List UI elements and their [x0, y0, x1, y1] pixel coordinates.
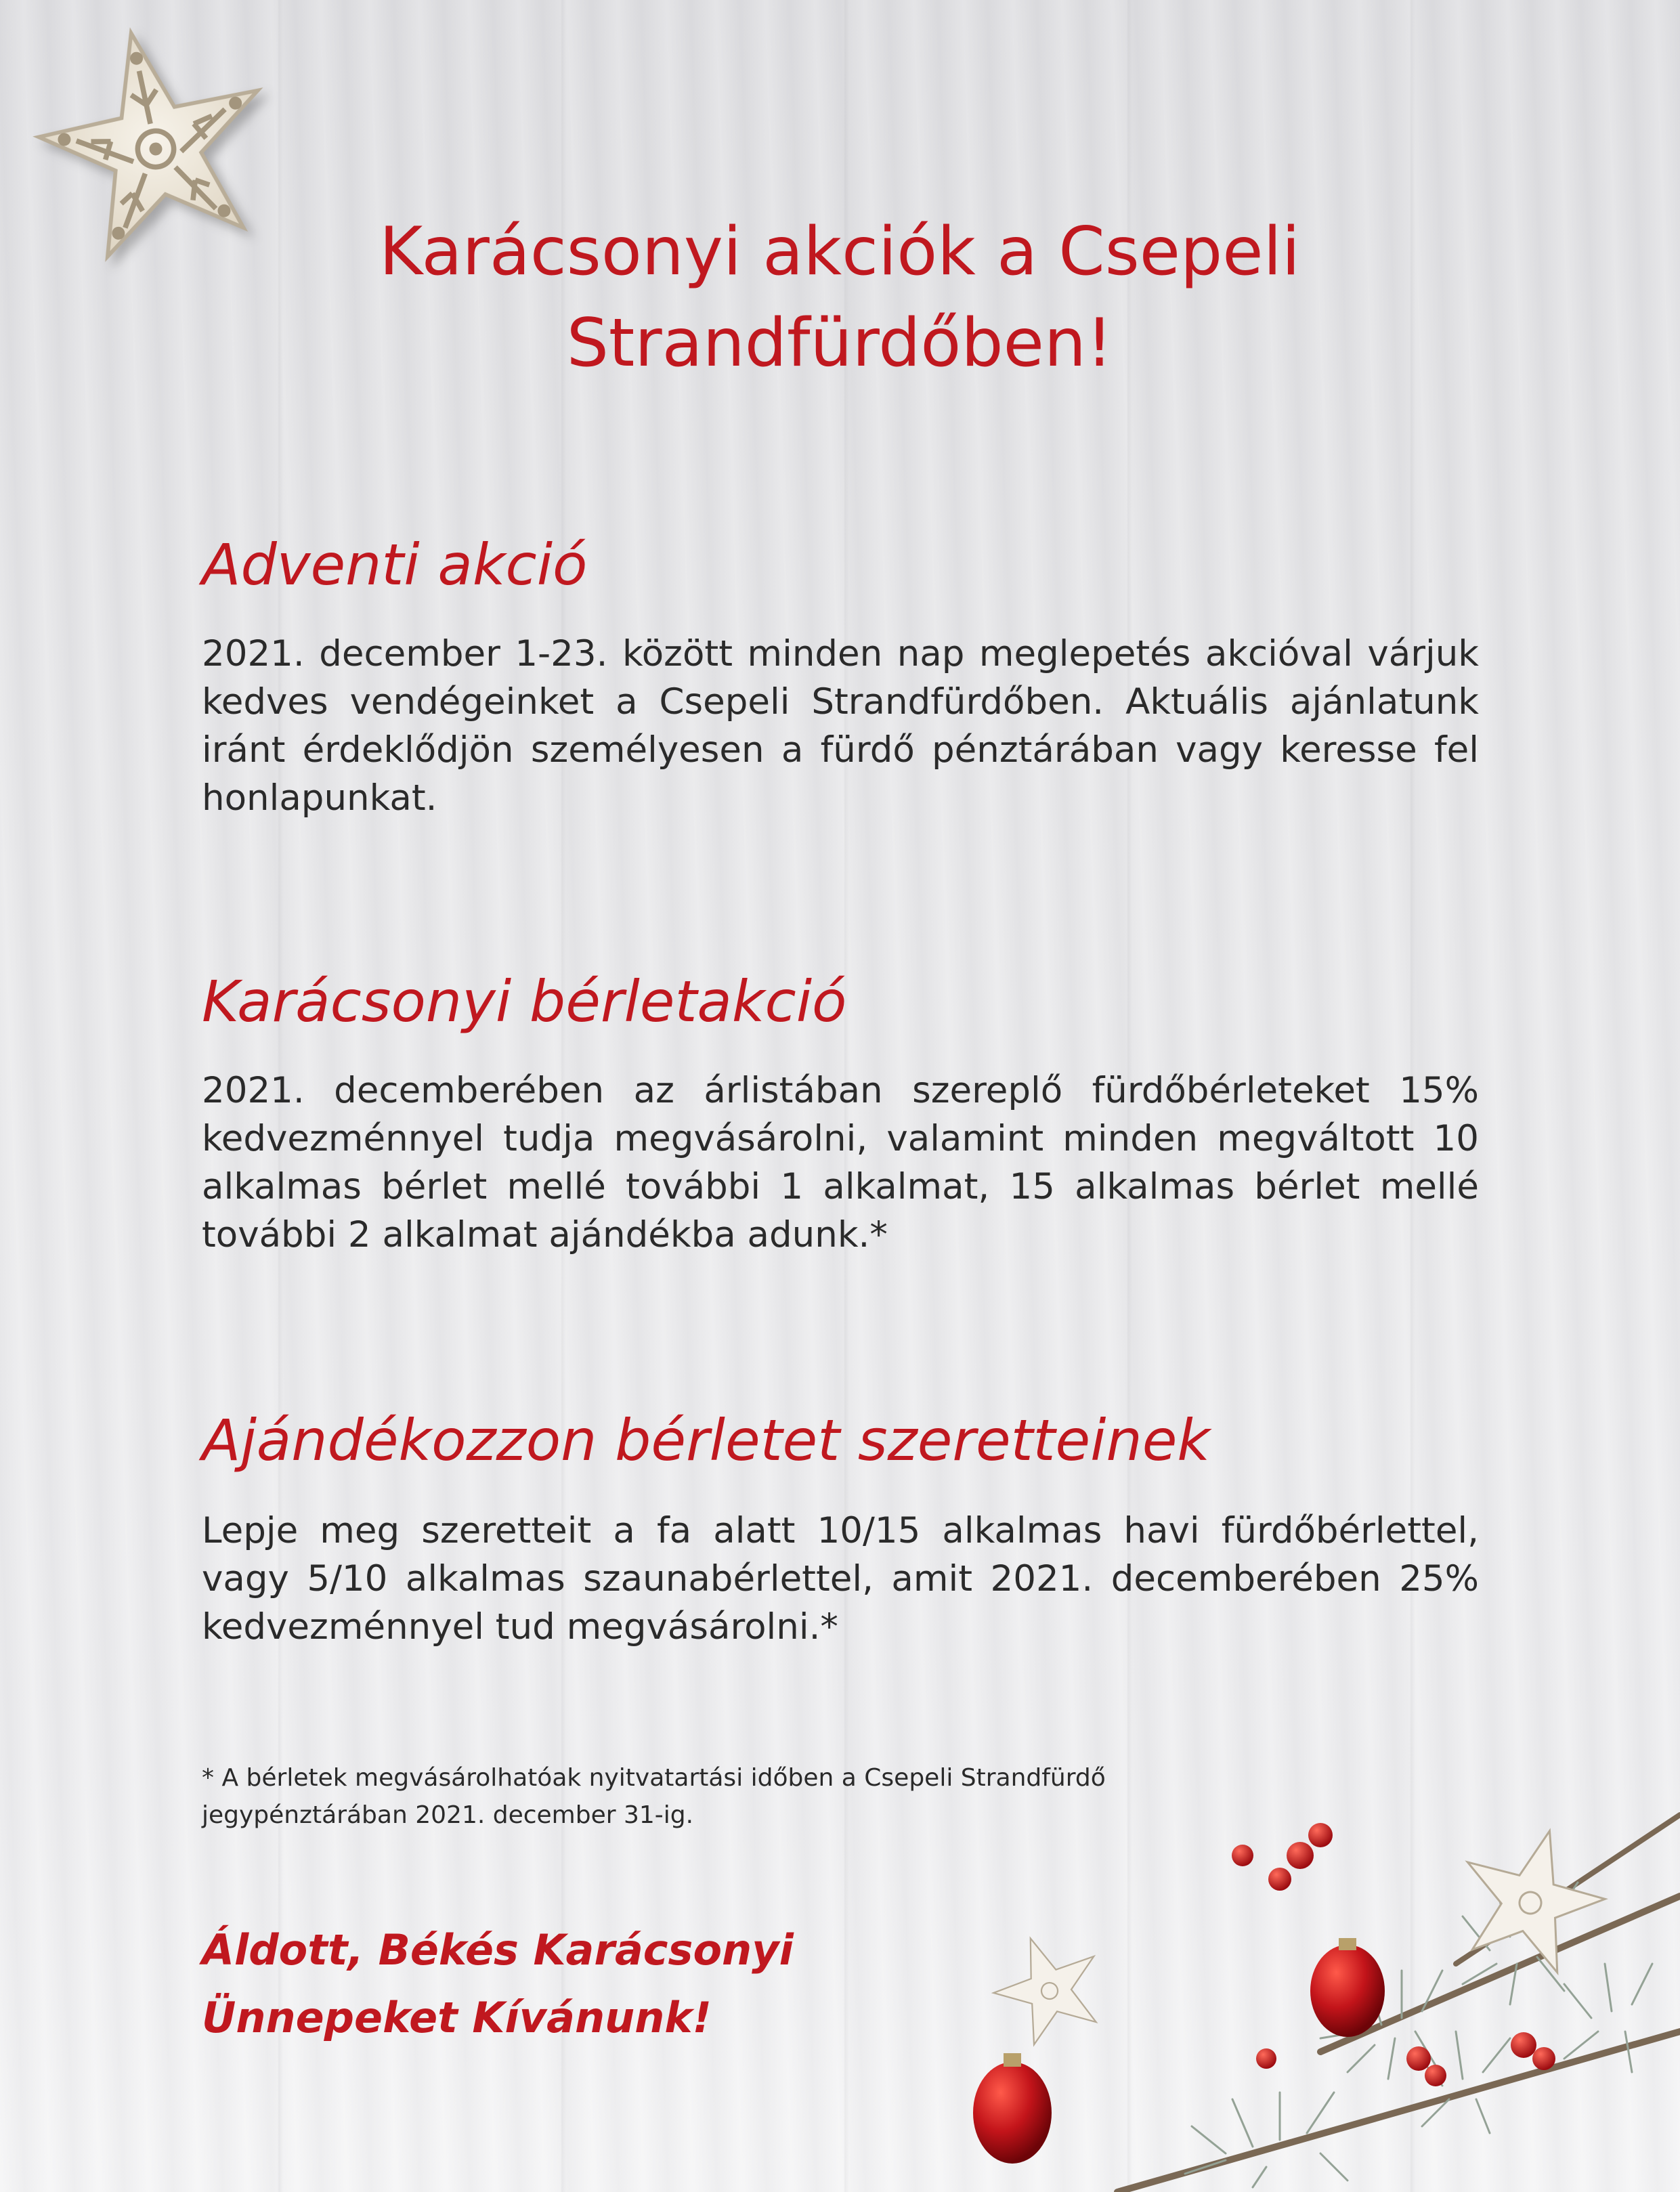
page-title-line-2: Strandfürdőben!: [566, 305, 1113, 382]
footnote: * A bérletek megvásárolhatóak nyitvatartási időben a Csepeli Strandfürdő jegypénztárában 2021. december 31-ig.: [202, 1764, 1106, 1829]
section-heading-gift-pass: Ajándékozzon bérletet szeretteinek: [202, 1407, 1211, 1474]
pine-branch-decoration: [846, 1612, 1680, 2192]
greeting-line-1: Áldott, Békés Karácsonyi: [202, 1925, 794, 1975]
section-body-advent: 2021. december 1-23. között minden nap meglepetés akcióval várjuk kedves vendégeinket a Csepeli Strandfürdőben. Aktuális ajánlatunk iránt érdeklődjön személyesen a fürdő pénztárában vagy keresse fel honlapunkat.: [202, 633, 1479, 819]
section-heading-advent: Adventi akció: [202, 532, 588, 598]
greeting-line-2: Ünnepeket Kívánunk!: [202, 1993, 712, 2042]
page-title: [203, 207, 1476, 389]
page-title-line-1: Karácsonyi akciók a Csepeli: [379, 213, 1301, 291]
section-body-gift-pass: Lepje meg szeretteit a fa alatt 10/15 alkalmas havi fürdőbérlettel, vagy 5/10 alkalmas szaunabérlettel, amit 2021. decemberében 25% kedvezménnyel tud megvásárolni.*: [202, 1510, 1479, 1648]
section-body-christmas-pass: 2021. decemberében az árlistában szereplő fürdőbérleteket 15% kedvezménnyel tudja megvásárolni, valamint minden megváltott 10 alkalmas bérlet mellé további 1 alkalmat, 15 alkalmas bérlet mellé további 2 alkalmat ajándékba adunk.*: [202, 1070, 1479, 1255]
section-heading-christmas-pass: Karácsonyi bérletakció: [202, 968, 847, 1035]
greeting: [202, 1916, 794, 2052]
